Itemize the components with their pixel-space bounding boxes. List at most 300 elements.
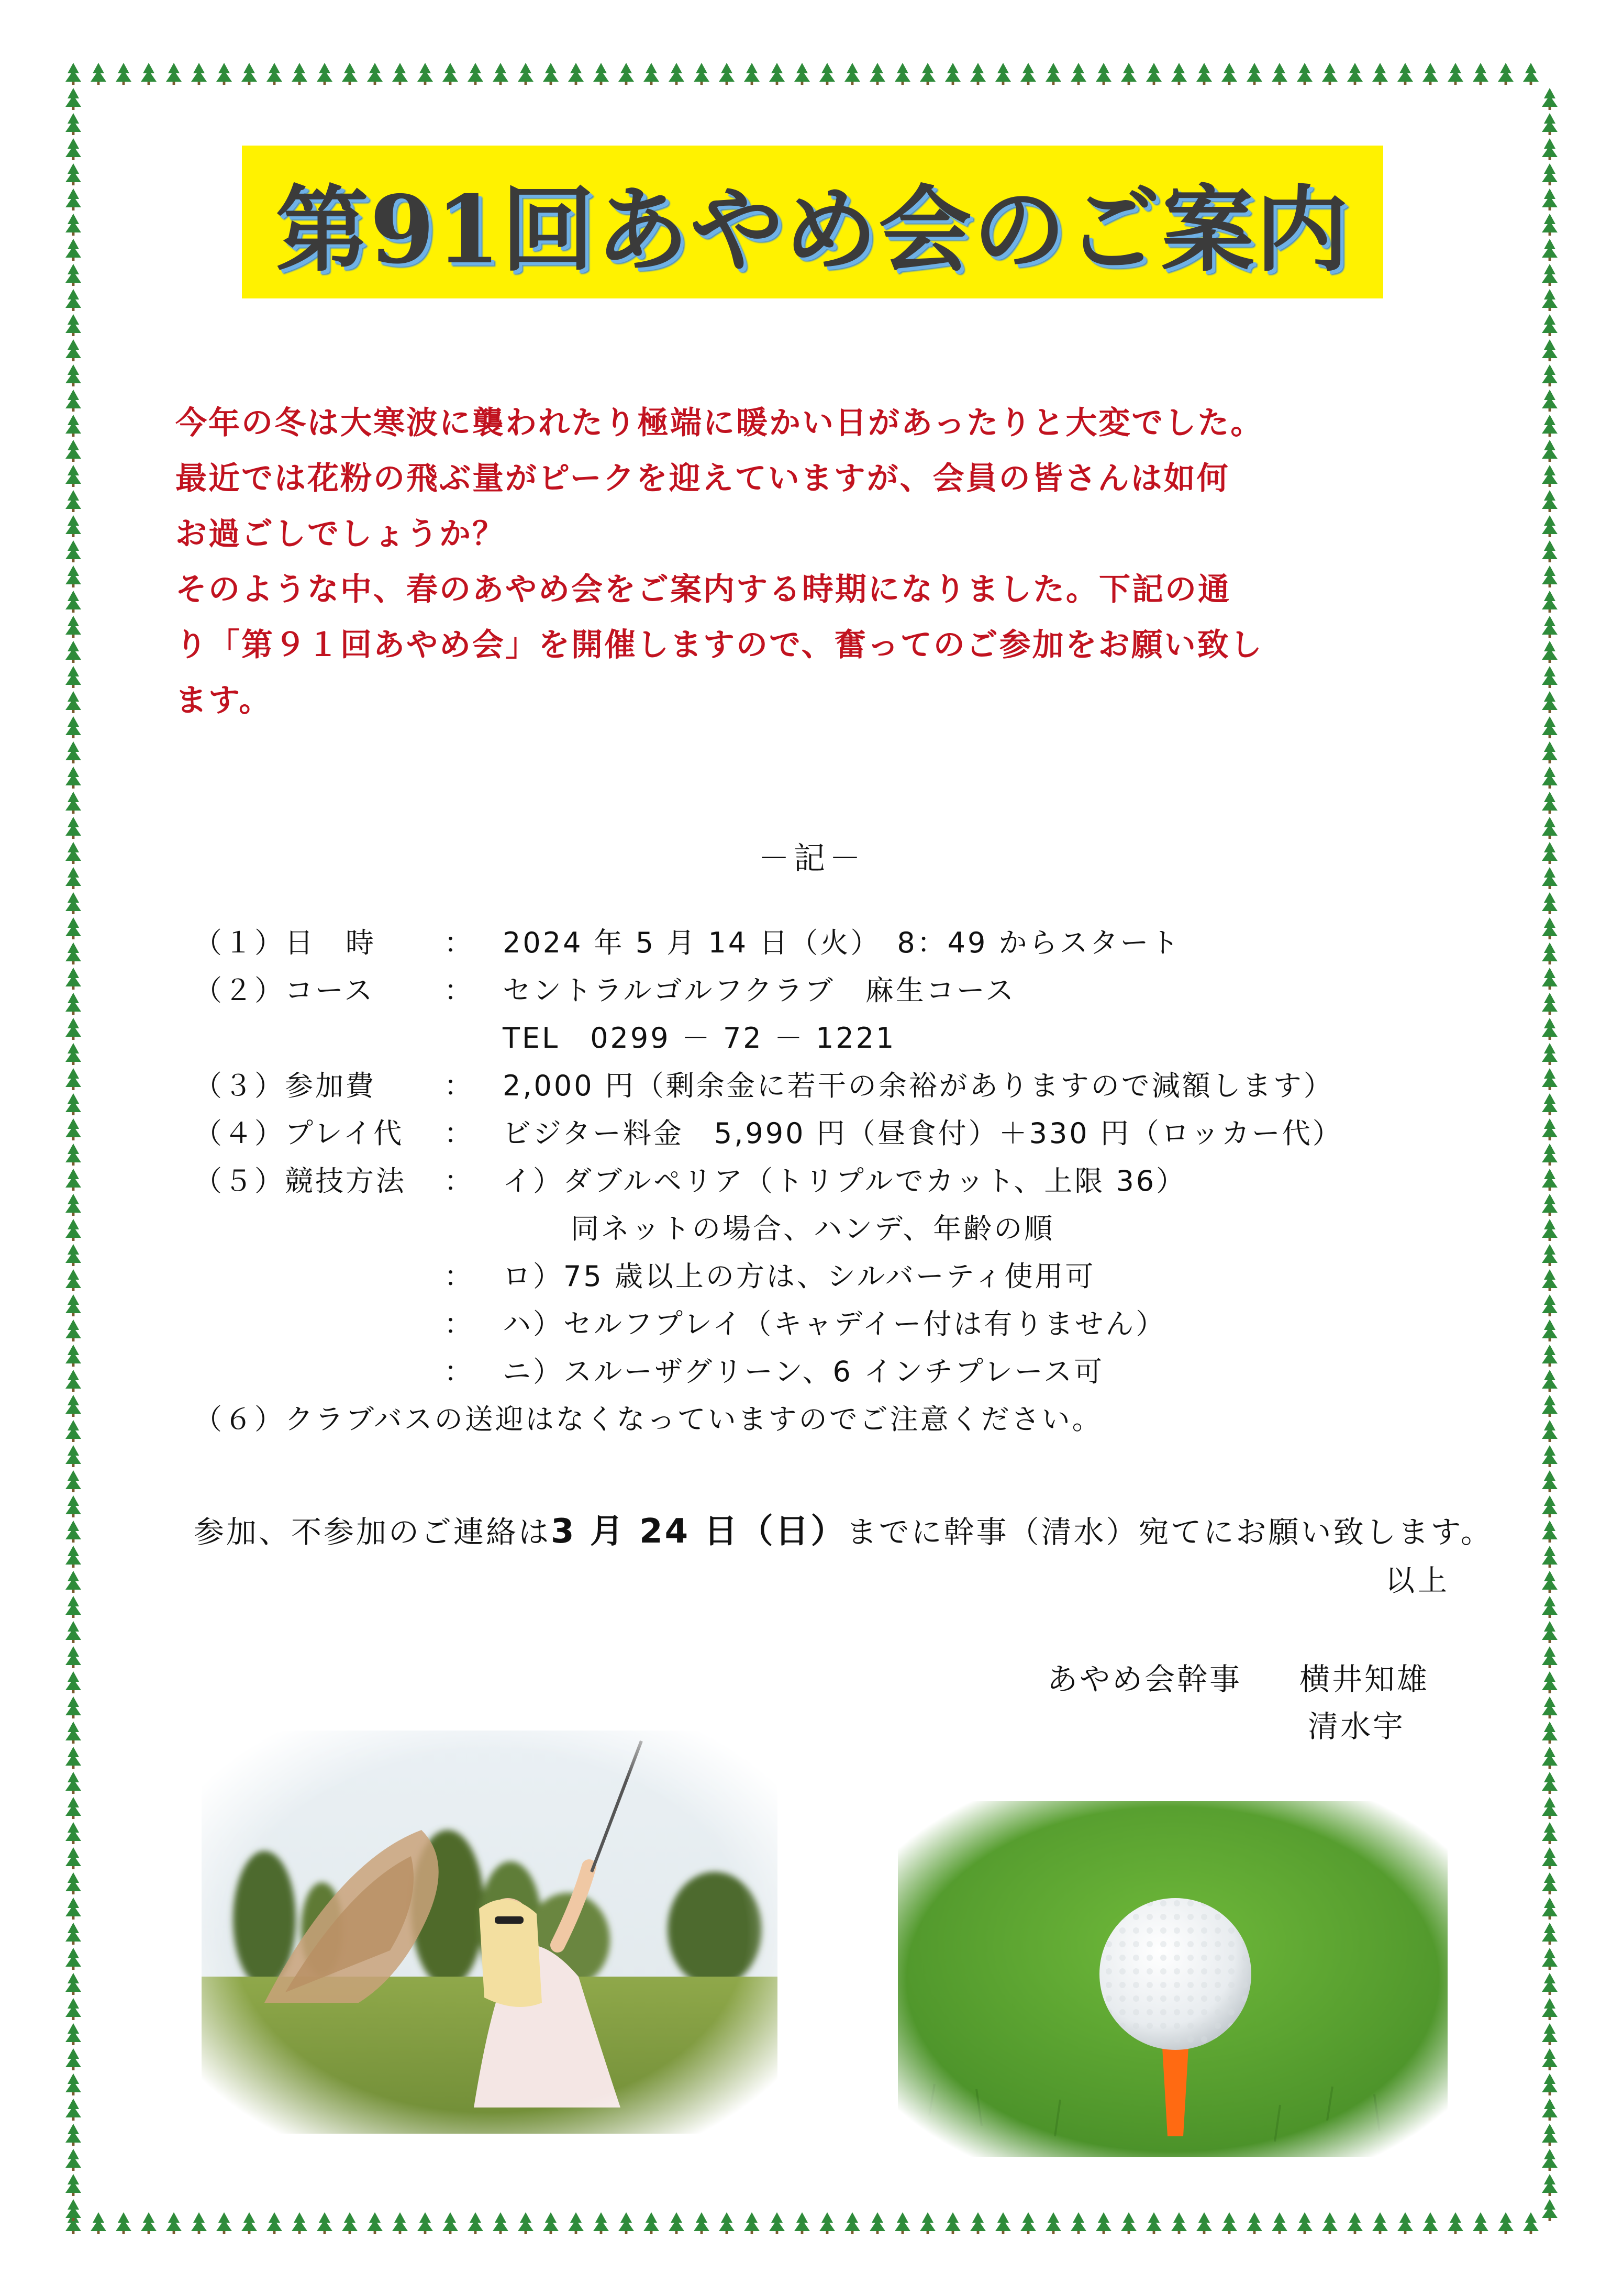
tree-border-icon — [317, 2212, 332, 2234]
tree-border-icon — [1542, 892, 1558, 914]
detail-value: 同ネットの場合、ハンデ、年齢の順 — [571, 1212, 1055, 1245]
tree-border-icon — [1542, 993, 1558, 1015]
tree-border-icon — [468, 2212, 483, 2234]
tree-border-icon — [1542, 1646, 1558, 1668]
tree-border-icon — [65, 2048, 81, 2070]
tree-border-icon — [91, 2212, 106, 2234]
detail-colon: ： — [444, 1117, 474, 1150]
tree-border-icon — [1196, 2212, 1212, 2234]
detail-label: （４）プレイ代 — [194, 1117, 404, 1150]
detail-value: ビジター料金 5,990 円（昼食付）＋330 円（ロッカー代） — [503, 1117, 1343, 1150]
tree-border-icon — [995, 2212, 1011, 2234]
tree-border-icon — [65, 1395, 81, 1417]
tree-border-icon — [1542, 942, 1558, 964]
tree-border-icon — [1542, 314, 1558, 336]
tree-border-icon — [317, 63, 332, 85]
tree-border-icon — [65, 1018, 81, 1040]
tree-border-icon — [1542, 515, 1558, 537]
signature-name: 横井知雄 — [1299, 1661, 1430, 1697]
tree-border-icon — [1542, 1420, 1558, 1442]
intro-line: ます。 — [175, 682, 272, 719]
tree-border-icon — [1542, 1747, 1558, 1769]
tree-border-icon — [65, 63, 81, 85]
tree-border-icon — [1221, 63, 1237, 85]
tree-border-icon — [819, 2212, 835, 2234]
tree-border-icon — [1146, 2212, 1162, 2234]
detail-row-format — [194, 1157, 1503, 1205]
tree-border-icon — [292, 2212, 307, 2234]
tree-border-icon — [1542, 641, 1558, 663]
tree-border-icon — [643, 63, 659, 85]
tree-border-icon — [65, 515, 81, 537]
detail-row-tel — [194, 1014, 1503, 1062]
tree-border-icon — [65, 1521, 81, 1543]
tree-border-icon — [65, 641, 81, 663]
tree-border-icon — [65, 1722, 81, 1744]
tree-border-icon — [1542, 1923, 1558, 1945]
tree-border-icon — [1542, 2199, 1558, 2221]
tree-border-icon — [65, 817, 81, 839]
detail-value: ハ）セルフプレイ（キャデイー付は有りません） — [503, 1307, 1166, 1340]
tree-border-icon — [593, 63, 609, 85]
detail-colon: ： — [444, 926, 474, 959]
tree-border-icon — [65, 917, 81, 939]
tree-border-icon — [65, 264, 81, 286]
tree-border-icon — [1542, 1018, 1558, 1040]
tree-border-icon — [65, 314, 81, 336]
tree-border-icon — [794, 2212, 810, 2234]
tree-border-icon — [65, 1596, 81, 1618]
tree-border-icon — [65, 616, 81, 638]
tree-border-icon — [1071, 63, 1086, 85]
tree-border-icon — [694, 63, 709, 85]
tree-border-icon — [65, 666, 81, 688]
tree-border-icon — [65, 2174, 81, 2196]
tree-border-icon — [1542, 1345, 1558, 1367]
tree-border-icon — [65, 892, 81, 914]
tree-border-icon — [1542, 817, 1558, 839]
tree-border-icon — [1397, 2212, 1413, 2234]
tree-border-icon — [65, 289, 81, 311]
tree-border-icon — [342, 63, 358, 85]
tree-border-icon — [1096, 2212, 1111, 2234]
detail-label: （２）コース — [194, 974, 375, 1007]
tree-border-icon — [1096, 63, 1111, 85]
tree-border-icon — [65, 1646, 81, 1668]
tree-border-icon — [65, 440, 81, 462]
tree-border-icon — [65, 239, 81, 261]
tree-border-icon — [166, 63, 182, 85]
detail-colon: ： — [444, 1260, 474, 1293]
detail-row-format-note — [194, 1205, 1503, 1252]
tree-border-icon — [1542, 1571, 1558, 1593]
tree-border-icon — [844, 2212, 860, 2234]
tree-border-icon — [1542, 1596, 1558, 1618]
tree-border-icon — [1542, 1169, 1558, 1191]
tree-border-icon — [1542, 1470, 1558, 1492]
intro-line: り「第９１回あやめ会」を開催しますので、奮ってのご参加をお願い致し — [175, 627, 1263, 663]
tree-border-icon — [543, 63, 559, 85]
tree-border-icon — [1542, 163, 1558, 185]
tree-border-icon — [895, 2212, 910, 2234]
tree-border-icon — [1542, 214, 1558, 236]
tree-border-icon — [1448, 63, 1463, 85]
detail-label: （１）日 時 — [194, 926, 376, 959]
tree-border-icon — [819, 63, 835, 85]
tree-border-icon — [1542, 1093, 1558, 1115]
tree-border-icon — [1121, 2212, 1137, 2234]
tree-border-icon — [1542, 88, 1558, 110]
tree-border-icon — [65, 1294, 81, 1316]
tree-border-icon — [1046, 63, 1061, 85]
tree-border-icon — [65, 113, 81, 135]
tree-border-icon — [920, 2212, 936, 2234]
tree-border-icon — [65, 1445, 81, 1467]
tree-border-icon — [870, 2212, 885, 2234]
tree-border-icon — [65, 1898, 81, 1920]
detail-label: （３）参加費 — [194, 1069, 376, 1102]
detail-value: 2024 年 5 月 14 日（火） 8：49 からスタート — [503, 926, 1181, 959]
tree-border-icon — [65, 163, 81, 185]
tree-border-icon — [1272, 63, 1287, 85]
tree-border-icon — [1542, 2149, 1558, 2171]
tree-border-icon — [1542, 1973, 1558, 1995]
tree-border-icon — [141, 2212, 157, 2234]
tree-border-icon — [65, 490, 81, 512]
tree-border-icon — [65, 1847, 81, 1869]
tree-border-icon — [1397, 63, 1413, 85]
tree-border-icon — [1542, 1797, 1558, 1819]
tree-border-icon — [769, 2212, 785, 2234]
intro-paragraph — [175, 395, 1442, 728]
tree-border-icon — [1542, 741, 1558, 763]
tree-border-icon — [65, 2023, 81, 2045]
tree-border-icon — [1542, 1872, 1558, 1894]
tree-border-icon — [1542, 1319, 1558, 1341]
tree-border-icon — [1542, 565, 1558, 587]
tree-border-icon — [65, 1546, 81, 1568]
tree-border-icon — [1542, 968, 1558, 990]
tree-border-icon — [166, 2212, 182, 2234]
tree-border-icon — [65, 2149, 81, 2171]
tree-border-icon — [1372, 2212, 1388, 2234]
tree-border-icon — [1020, 2212, 1036, 2234]
tree-border-icon — [65, 1470, 81, 1492]
tree-border-icon — [65, 465, 81, 487]
tree-border-icon — [568, 2212, 584, 2234]
tree-border-icon — [543, 2212, 559, 2234]
tree-border-icon — [1347, 63, 1363, 85]
tree-border-icon — [694, 2212, 709, 2234]
tree-border-icon — [1171, 63, 1187, 85]
tree-border-icon — [65, 1772, 81, 1794]
tree-border-icon — [65, 1923, 81, 1945]
tree-border-icon — [65, 1973, 81, 1995]
tree-border-icon — [1523, 63, 1539, 85]
tree-border-icon — [65, 2124, 81, 2146]
tree-border-icon — [1542, 1847, 1558, 1869]
detail-row-bus — [194, 1395, 1503, 1443]
tree-border-icon — [518, 63, 533, 85]
golf-ball-tee-photo — [898, 1801, 1448, 2157]
tree-border-icon — [1372, 63, 1388, 85]
tree-border-icon — [1448, 2212, 1463, 2234]
tree-border-icon — [1542, 289, 1558, 311]
intro-line: 最近では花粉の飛ぶ量がピークを迎えていますが、会員の皆さんは如何 — [175, 460, 1230, 497]
tree-border-icon — [769, 63, 785, 85]
detail-label: （６）クラブバスの送迎はなくなっていますのでご注意ください。 — [194, 1403, 1103, 1436]
deadline-pre: 参加、不参加のご連絡は — [194, 1514, 551, 1550]
signature-name: 清水宇 — [1308, 1709, 1406, 1744]
tree-border-icon — [65, 415, 81, 437]
tree-border-icon — [65, 138, 81, 160]
tree-border-icon — [65, 1244, 81, 1266]
tree-border-icon — [65, 792, 81, 814]
tree-border-icon — [1422, 2212, 1438, 2234]
tree-border-icon — [1473, 63, 1488, 85]
tree-border-icon — [216, 63, 232, 85]
tree-border-icon — [493, 2212, 508, 2234]
tree-border-icon — [1542, 2023, 1558, 2045]
tree-border-icon — [518, 2212, 533, 2234]
closing-mark: 以上 — [1385, 1564, 1450, 1598]
detail-row-course — [194, 967, 1503, 1014]
tree-border-icon — [1542, 113, 1558, 135]
tree-border-icon — [266, 63, 282, 85]
details-list — [194, 919, 1503, 1443]
tree-border-icon — [367, 63, 383, 85]
tree-border-icon — [1121, 63, 1137, 85]
golfer-bunker-photo — [202, 1731, 777, 2134]
tree-border-icon — [1542, 2099, 1558, 2121]
tree-border-icon — [1542, 1822, 1558, 1844]
tree-border-icon — [1071, 2212, 1086, 2234]
tree-border-icon — [65, 716, 81, 738]
tree-border-icon — [65, 1194, 81, 1216]
tree-border-icon — [945, 63, 961, 85]
tree-border-icon — [65, 540, 81, 562]
tree-border-icon — [65, 1571, 81, 1593]
tree-border-icon — [1542, 1294, 1558, 1316]
tree-border-icon — [65, 767, 81, 789]
tree-border-icon — [1542, 1244, 1558, 1266]
tree-border-icon — [995, 63, 1011, 85]
tree-border-icon — [1297, 2212, 1313, 2234]
tree-border-icon — [1542, 1370, 1558, 1392]
deadline-date: 3 月 24 日（日） — [551, 1512, 847, 1551]
detail-row-format-d — [194, 1348, 1503, 1395]
tree-border-icon — [1542, 1898, 1558, 1920]
tree-border-icon — [191, 63, 207, 85]
tree-border-icon — [65, 565, 81, 587]
tree-border-icon — [1542, 2124, 1558, 2146]
tree-border-icon — [1542, 138, 1558, 160]
tree-border-icon — [65, 1269, 81, 1291]
tree-border-icon — [65, 1998, 81, 2020]
tree-border-icon — [65, 1370, 81, 1392]
tree-border-icon — [1542, 666, 1558, 688]
tree-border-icon — [1542, 767, 1558, 789]
detail-colon: ： — [444, 1355, 474, 1388]
tree-border-icon — [844, 63, 860, 85]
tree-border-icon — [1542, 465, 1558, 487]
tree-border-icon — [970, 2212, 986, 2234]
tree-border-icon — [1542, 917, 1558, 939]
tree-border-icon — [1542, 239, 1558, 261]
ki-heading: －記－ — [758, 840, 865, 877]
tree-border-icon — [1542, 364, 1558, 386]
tree-border-icon — [794, 63, 810, 85]
tree-border-icon — [468, 63, 483, 85]
tree-border-icon — [65, 1169, 81, 1191]
tree-border-icon — [65, 2099, 81, 2121]
tree-border-icon — [618, 63, 634, 85]
detail-value: TEL 0299 － 72 － 1221 — [503, 1022, 896, 1055]
tree-border-icon — [65, 1495, 81, 1517]
tree-border-icon — [1297, 63, 1313, 85]
tree-border-icon — [65, 2199, 81, 2221]
detail-row-format-c — [194, 1300, 1503, 1348]
tree-border-icon — [744, 63, 760, 85]
tree-border-icon — [870, 63, 885, 85]
tree-border-icon — [65, 1696, 81, 1718]
detail-value: セントラルゴルフクラブ 麻生コース — [503, 974, 1016, 1007]
tree-border-icon — [1146, 63, 1162, 85]
tree-border-icon — [442, 2212, 458, 2234]
tree-border-icon — [1322, 2212, 1338, 2234]
tree-border-icon — [1542, 1948, 1558, 1970]
tree-border-icon — [65, 1948, 81, 1970]
deadline-post: までに幹事（清水）宛てにお願い致します。 — [846, 1514, 1493, 1550]
tree-border-icon — [65, 1118, 81, 1140]
tree-border-icon — [1542, 2073, 1558, 2095]
title-banner — [242, 146, 1383, 298]
tree-border-icon — [1542, 1118, 1558, 1140]
tree-border-icon — [241, 2212, 257, 2234]
tree-border-icon — [65, 1420, 81, 1442]
tree-border-icon — [895, 63, 910, 85]
tree-border-icon — [1247, 2212, 1262, 2234]
detail-colon: ： — [444, 1307, 474, 1340]
tree-border-icon — [65, 1872, 81, 1894]
deadline-notice — [194, 1508, 1503, 1556]
tree-border-icon — [65, 942, 81, 964]
tree-border-icon — [65, 741, 81, 763]
tree-border-icon — [65, 88, 81, 110]
detail-value: ロ）75 歳以上の方は、シルバーティ使用可 — [503, 1260, 1096, 1293]
tree-border-icon — [1247, 63, 1262, 85]
tree-border-icon — [493, 63, 508, 85]
tree-border-icon — [1196, 63, 1212, 85]
tree-border-icon — [417, 2212, 433, 2234]
tree-border-icon — [65, 339, 81, 361]
detail-value: 2,000 円（剰余金に若干の余裕がありますので減額します） — [503, 1069, 1334, 1102]
tree-border-icon — [1542, 1445, 1558, 1467]
tree-border-icon — [945, 2212, 961, 2234]
tree-border-icon — [1473, 2212, 1488, 2234]
tree-border-icon — [442, 63, 458, 85]
page-title: 第91回あやめ会のご案内 — [275, 175, 1350, 284]
detail-value: イ）ダブルペリア（トリプルでカット、上限 36） — [503, 1164, 1187, 1197]
tree-border-icon — [1542, 1521, 1558, 1543]
tree-border-icon — [1542, 1546, 1558, 1568]
tree-border-icon — [1542, 1696, 1558, 1718]
tree-border-icon — [1221, 2212, 1237, 2234]
tree-border-icon — [1542, 188, 1558, 210]
detail-row-format-b — [194, 1252, 1503, 1300]
tree-border-icon — [65, 1621, 81, 1643]
detail-colon: ： — [444, 974, 474, 1007]
tree-border-icon — [65, 691, 81, 713]
tree-border-icon — [1542, 490, 1558, 512]
tree-border-icon — [1542, 716, 1558, 738]
tree-border-icon — [618, 2212, 634, 2234]
tree-border-icon — [1542, 1194, 1558, 1216]
detail-colon: ： — [444, 1069, 474, 1102]
tree-border-icon — [65, 1093, 81, 1115]
tree-border-icon — [1542, 1722, 1558, 1744]
tree-border-icon — [1542, 691, 1558, 713]
tree-border-icon — [1542, 415, 1558, 437]
tree-border-icon — [920, 63, 936, 85]
tree-border-icon — [65, 1068, 81, 1090]
tree-border-icon — [65, 1671, 81, 1693]
tree-border-icon — [1542, 1269, 1558, 1291]
tree-border-icon — [1422, 63, 1438, 85]
tree-border-icon — [1542, 792, 1558, 814]
tree-border-icon — [1542, 339, 1558, 361]
tree-border-icon — [191, 2212, 207, 2234]
detail-row-fee — [194, 1062, 1503, 1110]
tree-border-icon — [292, 63, 307, 85]
tree-border-icon — [1347, 2212, 1363, 2234]
tree-border-icon — [392, 63, 408, 85]
tree-border-icon — [216, 2212, 232, 2234]
tree-border-icon — [1542, 1772, 1558, 1794]
tree-border-icon — [593, 2212, 609, 2234]
tree-border-icon — [1542, 591, 1558, 613]
tree-border-icon — [392, 2212, 408, 2234]
signature-line — [1047, 1655, 1429, 1699]
tree-border-icon — [568, 63, 584, 85]
tree-border-icon — [1542, 2174, 1558, 2196]
tree-border-icon — [65, 1747, 81, 1769]
tree-border-icon — [1542, 2048, 1558, 2070]
tree-border-icon — [116, 63, 131, 85]
tree-border-icon — [643, 2212, 659, 2234]
detail-value: ニ）スルーザグリーン、6 インチプレース可 — [503, 1355, 1105, 1388]
tree-border-icon — [116, 2212, 131, 2234]
tree-border-icon — [1020, 63, 1036, 85]
tree-border-icon — [1272, 2212, 1287, 2234]
tree-border-icon — [65, 968, 81, 990]
tree-border-icon — [241, 63, 257, 85]
detail-row-date — [194, 919, 1503, 967]
detail-colon: ： — [444, 1164, 474, 1197]
tree-border-icon — [1542, 1395, 1558, 1417]
tree-border-icon — [65, 1345, 81, 1367]
tree-border-icon — [1523, 2212, 1539, 2234]
tree-border-icon — [1542, 1495, 1558, 1517]
tree-border-icon — [65, 1822, 81, 1844]
tree-border-icon — [1542, 390, 1558, 412]
tree-border-icon — [970, 63, 986, 85]
intro-line: お過ごしでしょうか？ — [175, 516, 505, 552]
tree-border-icon — [65, 1797, 81, 1819]
tree-border-icon — [1542, 616, 1558, 638]
tree-border-icon — [1498, 2212, 1514, 2234]
tree-border-icon — [1542, 1671, 1558, 1693]
